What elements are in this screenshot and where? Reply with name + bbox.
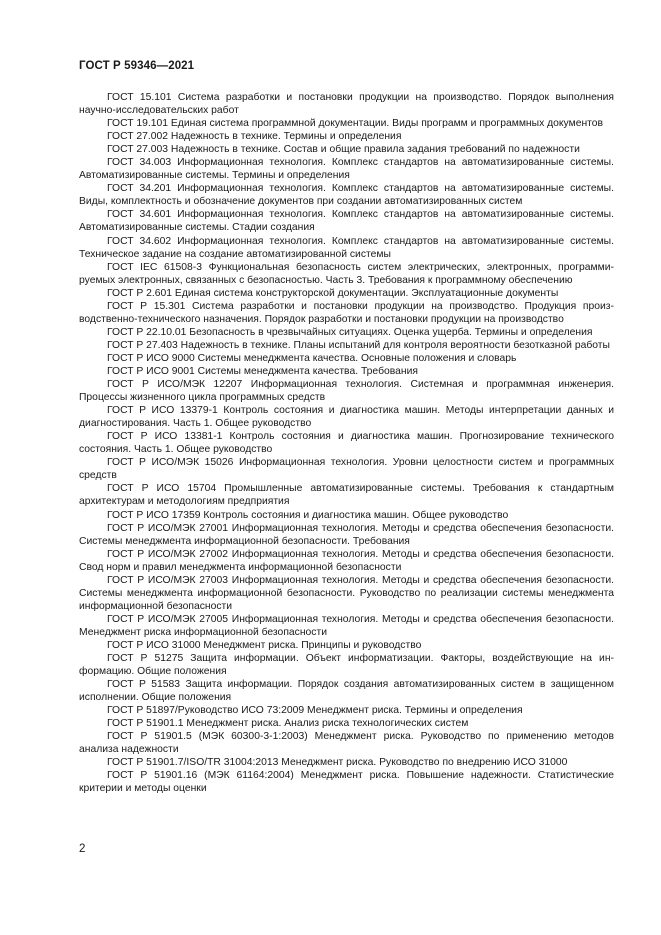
- reference-item: ГОСТ 19.101 Единая система программной документации. Виды программ и программных документов: [107, 118, 604, 130]
- reference-item: ГОСТ Р ИСО 31000 Менеджмент риска. Принципы и руководство: [107, 639, 422, 651]
- reference-item: ГОСТ 15.101 Система разработки и постановки продукции на производство. Порядок выполнения научно-исследовательских работ: [79, 92, 614, 117]
- reference-item: ГОСТ Р ИСО 17359 Контроль состояния и диагностика машин. Общее руководство: [107, 509, 509, 521]
- reference-item: ГОСТ Р ИСО 13381-1 Контроль состояния и диагностика машин. Прогнозирование технического состояния. Часть 1. Общее руководство: [79, 431, 614, 456]
- reference-item: ГОСТ 34.601 Информационная технология. Комплекс стандартов на автоматизированные системы. Автоматизированные системы. Стадии создания: [79, 209, 614, 234]
- reference-item: ГОСТ Р ИСО/МЭК 27001 Информационная технология. Методы и средства обеспечения безопасности. Системы менеджмента информационной безопасности. Требования: [79, 522, 614, 547]
- reference-item: ГОСТ Р 51275 Защита информации. Объект информатизации. Факторы, воздействующие на информацию. Общие положения: [79, 653, 614, 678]
- reference-item: ГОСТ Р 51901.16 (МЭК 61164:2004) Менеджмент риска. Повышение надежности. Статистические критерии и методы оценки: [79, 770, 614, 795]
- reference-item: ГОСТ Р 51901.1 Менеджмент риска. Анализ риска технологических систем: [107, 718, 469, 730]
- reference-item: ГОСТ IEC 61508-3 Функциональная безопасность систем электрических, электронных, программируемых электронных, связанных с безопасностью. Часть 3. Требования к программному обеспечению: [79, 261, 614, 286]
- reference-item: ГОСТ Р ИСО 15704 Промышленные автоматизированные системы. Требования к стандартным архитектурам и методологиям предприятия: [79, 483, 614, 508]
- reference-item: ГОСТ Р ИСО/МЭК 27003 Информационная технология. Методы и средства обеспечения безопасности. Системы менеджмента информационной безопасности. Руководство по реализации системы менеджмента информационной безопасности: [79, 574, 614, 612]
- document-header-title: ГОСТ Р 59346—2021: [79, 60, 195, 72]
- reference-item: ГОСТ Р 22.10.01 Безопасность в чрезвычайных ситуациях. Оценка ущерба. Термины и определения: [107, 326, 593, 338]
- reference-item: ГОСТ Р ИСО/МЭК 27002 Информационная технология. Методы и средства обеспечения безопасности. Свод норм и правил менеджмента информационной безопасности: [79, 548, 614, 573]
- reference-item: ГОСТ 34.602 Информационная технология. Комплекс стандартов на автоматизированные системы. Техническое задание на создание автоматизированной системы: [79, 235, 614, 260]
- reference-item: ГОСТ Р ИСО 9000 Системы менеджмента качества. Основные положения и словарь: [107, 352, 517, 364]
- page-number: 2: [79, 843, 86, 855]
- reference-item: ГОСТ Р ИСО/МЭК 27005 Информационная технология. Методы и средства обеспечения безопасности. Менеджмент риска информационной безопасности: [79, 613, 614, 638]
- reference-item: ГОСТ Р ИСО 13379-1 Контроль состояния и диагностика машин. Методы интерпретации данных и диагностирования. Часть 1. Общее руководство: [79, 405, 614, 430]
- reference-item: ГОСТ Р 51583 Защита информации. Порядок создания автоматизированных систем в защищенном исполнении. Общие положения: [79, 679, 614, 704]
- reference-item: ГОСТ Р 51897/Руководство ИСО 73:2009 Менеджмент риска. Термины и определения: [107, 705, 523, 717]
- reference-item: ГОСТ 34.201 Информационная технология. Комплекс стандартов на автоматизированные системы. Виды, комплектность и обозначение документов при создании автоматизированных систем: [79, 183, 614, 208]
- normative-references-list: [79, 91, 614, 796]
- reference-item: ГОСТ Р 2.601 Единая система конструкторской документации. Эксплуатационные документы: [107, 287, 559, 299]
- reference-item: ГОСТ Р 51901.7/ISO/TR 31004:2013 Менеджмент риска. Руководство по внедрению ИСО 31000: [107, 757, 568, 769]
- reference-item: ГОСТ Р 15.301 Система разработки и постановки продукции на производство. Продукция производственно-технического назначения. Порядок разработки и постановки продукции на производство: [79, 300, 614, 325]
- reference-item: ГОСТ Р ИСО 9001 Системы менеджмента качества. Требования: [107, 365, 418, 377]
- reference-item: ГОСТ Р ИСО/МЭК 15026 Информационная технология. Уровни целостности систем и программных средств: [79, 457, 614, 482]
- reference-item: ГОСТ 34.003 Информационная технология. Комплекс стандартов на автоматизированные системы. Автоматизированные системы. Термины и определения: [79, 157, 614, 182]
- reference-item: ГОСТ Р 51901.5 (МЭК 60300-3-1:2003) Менеджмент риска. Руководство по применению методов анализа надежности: [79, 731, 614, 756]
- reference-item: ГОСТ Р ИСО/МЭК 12207 Информационная технология. Системная и программная инженерия. Процессы жизненного цикла программных средств: [79, 379, 614, 404]
- reference-item: ГОСТ Р 27.403 Надежность в технике. Планы испытаний для контроля вероятности безотказной работы: [107, 339, 610, 351]
- reference-item: ГОСТ 27.002 Надежность в технике. Термины и определения: [107, 131, 402, 143]
- reference-item: ГОСТ 27.003 Надежность в технике. Состав и общие правила задания требований по надежности: [107, 144, 580, 156]
